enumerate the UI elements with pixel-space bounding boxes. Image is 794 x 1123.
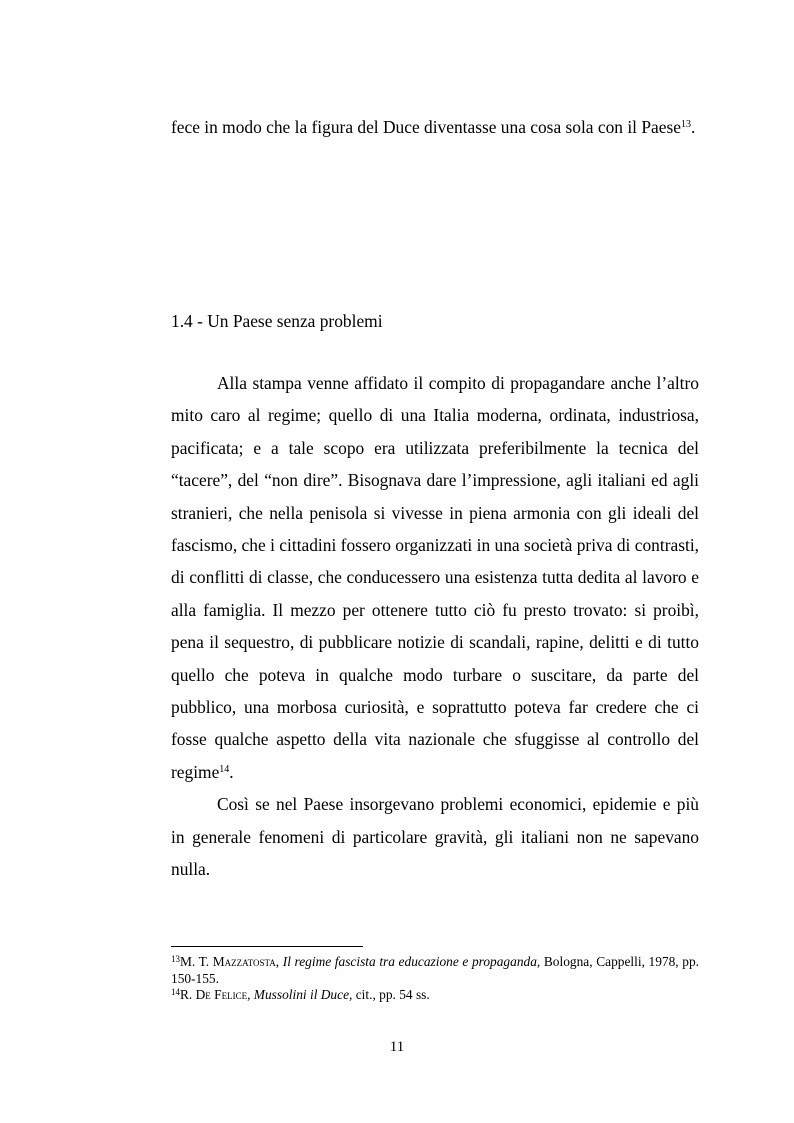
paragraph-text: Alla stampa venne affidato il compito di propagandare anche l’altro mito caro al regime; quello di una Italia moderna, ordinata, industriosa, pacificata; e a tale scopo era utilizzata preferibilmente la tecnica del “tacere”, del “non dire”. Bisognava dare l’impressione, agli italiani ed agli stranieri, che nella penisola si vivesse in piena armonia con gli ideali del fascismo, che i cittadini fossero organizzati in una società priva di contrasti, di conflitti di classe, che conducessero una esistenza tutta dedita al lavoro e alla famiglia. Il mezzo per ottenere tutto ciò fu presto trovato: si proibì, pena il sequestro, di pubblicare notizie di scandali, rapine, delitti e di tutto quello che poteva in qualche modo turbare o suscitare, da parte del pubblico, una morbosa curiosità, e soprattutto poteva far credere che ci fosse qualche aspetto della vita nazionale che sfuggisse al controllo del regime [171,373,699,782]
footnote [171,954,699,987]
footnote-author: M. T. Mazzatosta [180,954,276,969]
continued-paragraph [171,111,699,143]
footnote-separator-text: , [247,987,254,1002]
footnote-rest: cit., pp. 54 ss. [352,987,430,1002]
paragraph-end: . [690,117,696,137]
page-number: 11 [389,1039,405,1055]
footnote [171,987,699,1004]
section-body [171,367,699,886]
footnote-title: Il regime fascista tra educazione e propaganda [282,954,537,969]
footnote-separator-text: , [275,954,283,969]
paragraph-text: fece in modo che la figura del Duce diventasse una cosa sola con il Paese [171,117,681,137]
footnote-separator [171,946,363,947]
footnote-ref[interactable]: 13 [680,119,691,130]
footnote-ref[interactable]: 14 [219,763,230,775]
footnotes [171,954,699,1004]
footnote-author: R. De Felice [180,987,248,1002]
footnote-number: 13 [171,954,180,964]
footnote-number: 14 [171,987,180,997]
paragraph: Così se nel Paese insorgevano problemi economici, epidemie e più in generale fenomeni di particolare gravità, gli italiani non ne sapevano nulla. [171,794,699,880]
footnote-title: Mussolini il Duce, [253,987,353,1002]
footnote-rest: , Bologna, Cappelli, 1978, pp. 150-155. [171,954,699,986]
section-heading: 1.4 - Un Paese senza problemi [171,311,383,331]
paragraph-end: . [229,761,234,782]
paragraph [171,367,699,788]
